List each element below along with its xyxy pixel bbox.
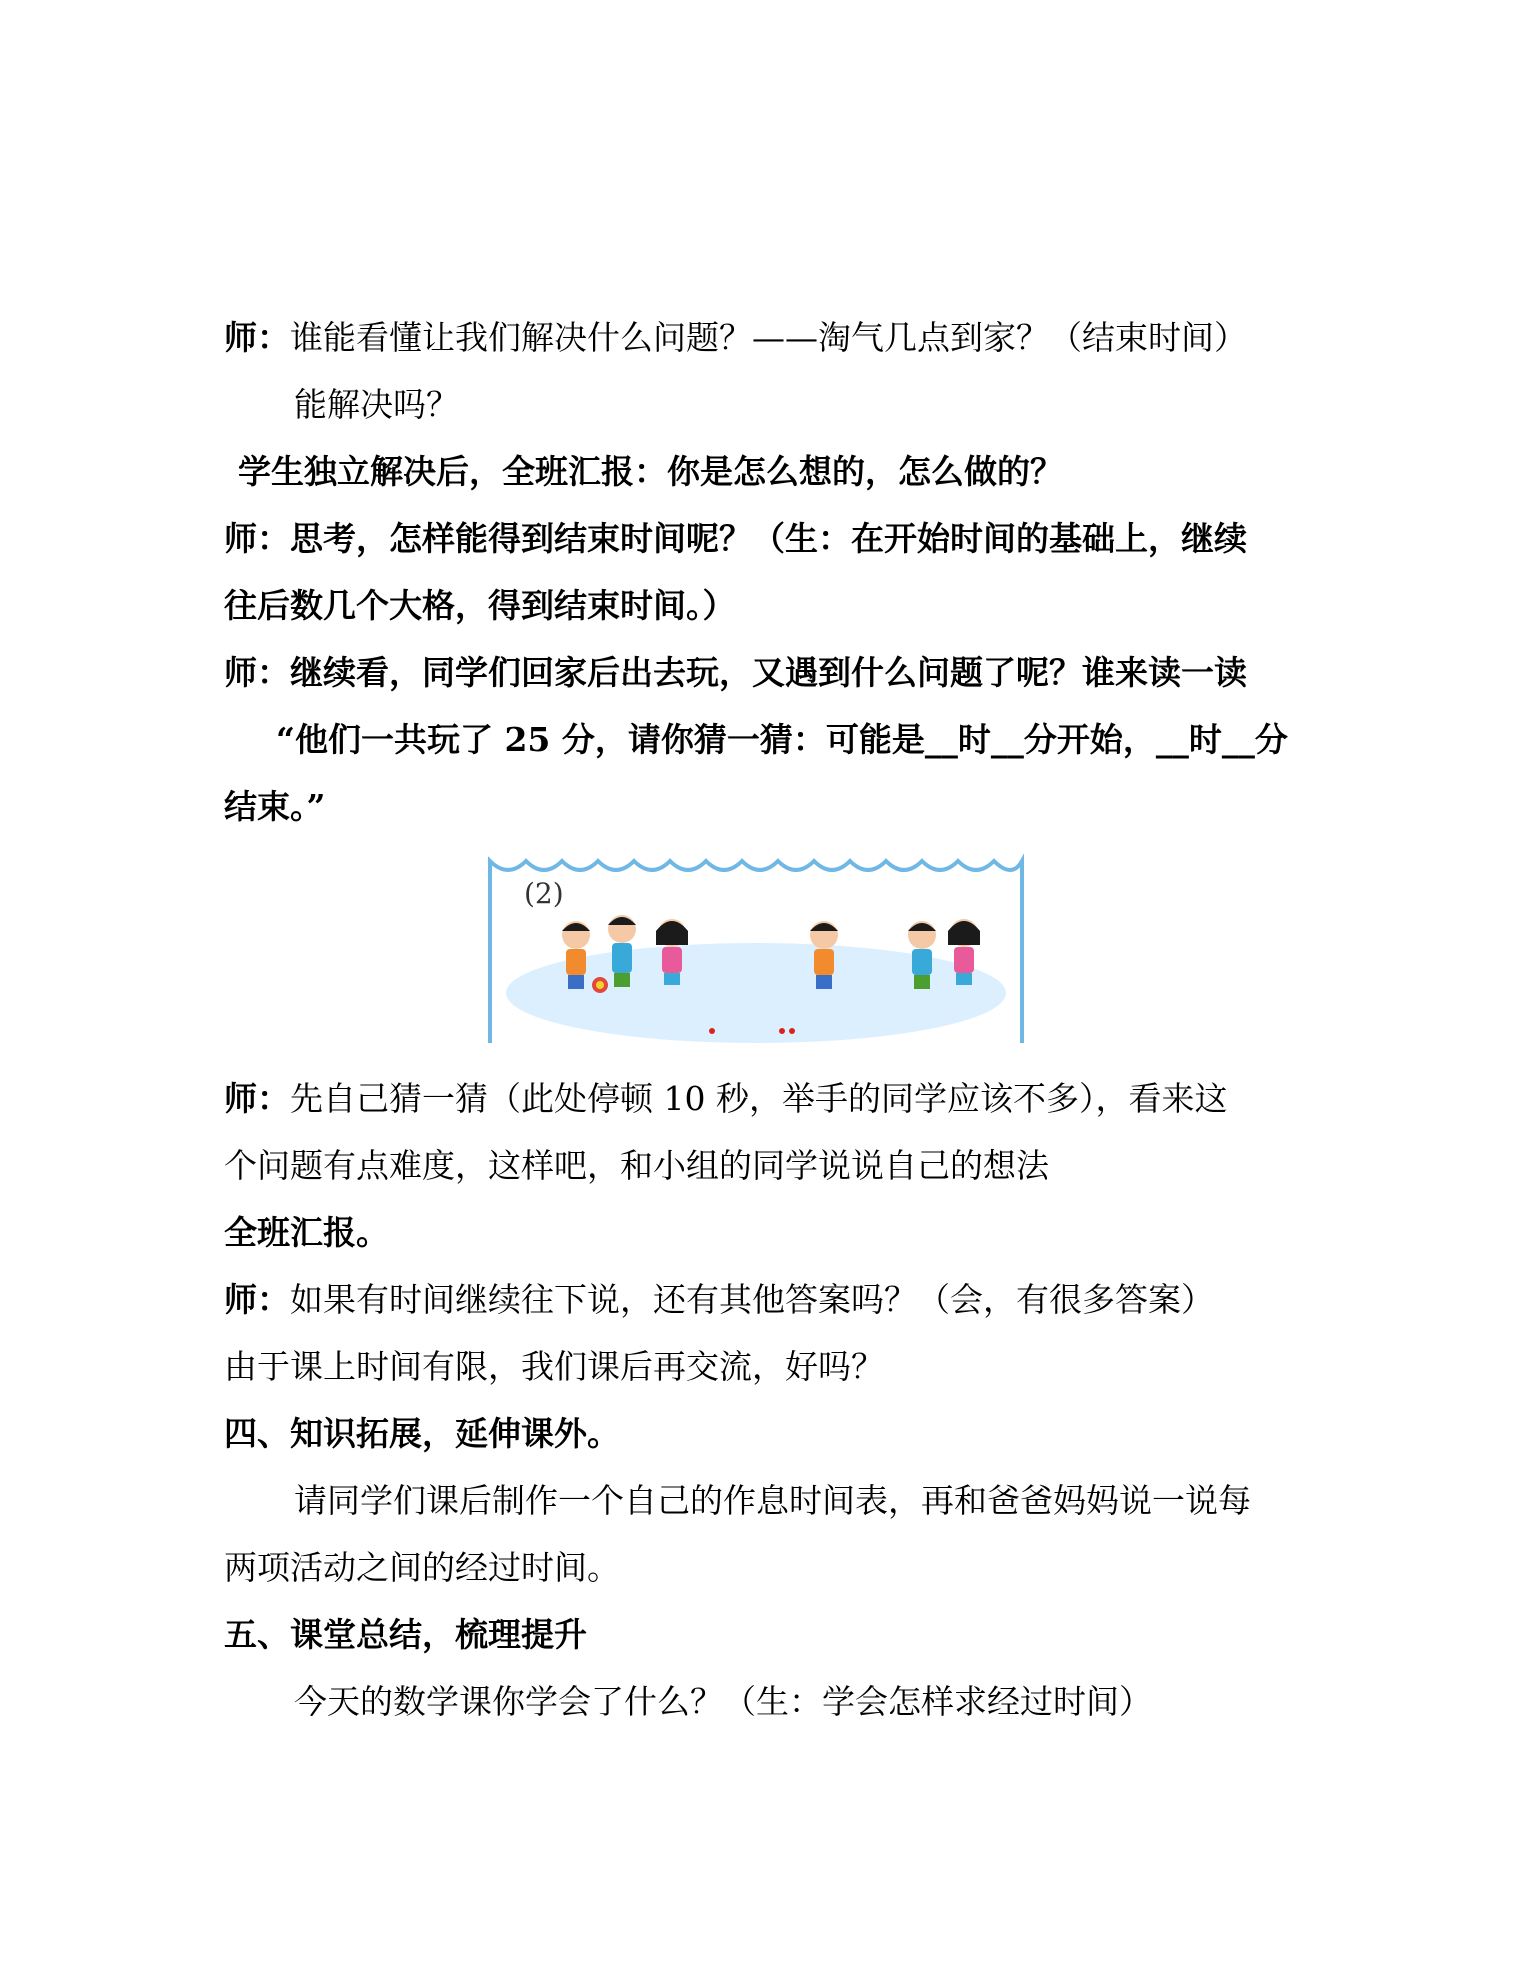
speaker-label: 师： <box>224 1079 290 1118</box>
line-text: 先自己猜一猜（此处停顿 10 秒，举手的同学应该不多），看来这 <box>290 1079 1228 1118</box>
speaker-label: 师： <box>224 318 290 357</box>
child-group-left <box>562 915 688 993</box>
section-heading-5: 五、课堂总结，梳理提升 <box>224 1615 587 1654</box>
paragraph-line-11: 全班汇报。 <box>224 1213 389 1252</box>
speaker-label: 师： <box>224 1280 290 1319</box>
paragraph-line-15: 请同学们课后制作一个自己的作息时间表，再和爸爸妈妈说一说每 <box>294 1481 1251 1520</box>
children-playing-illustration-icon <box>484 853 1028 1043</box>
paragraph-line-7: “他们一共玩了 25 分，请你猜一猜：可能是__时__分开始，__时__分 <box>276 720 1288 759</box>
paragraph-line-1 <box>224 318 1314 358</box>
paragraph-line-10: 个问题有点难度，这样吧，和小组的同学说说自己的想法 <box>224 1146 1049 1185</box>
paragraph-line-5: 往后数几个大格，得到结束时间。） <box>224 586 736 625</box>
paragraph-line-13: 由于课上时间有限，我们课后再交流，好吗？ <box>224 1347 884 1386</box>
section-heading-4: 四、知识拓展，延伸课外。 <box>224 1414 620 1453</box>
line-text: 如果有时间继续往下说，还有其他答案吗？（会，有很多答案） <box>290 1280 1214 1319</box>
paragraph-line-8: 结束。” <box>224 787 326 826</box>
illustration-label: (2) <box>524 877 564 910</box>
paragraph-line-4: 师：思考，怎样能得到结束时间呢？（生：在开始时间的基础上，继续 <box>224 519 1247 558</box>
paragraph-line-12 <box>224 1280 1314 1320</box>
paragraph-line-16: 两项活动之间的经过时间。 <box>224 1548 620 1587</box>
paragraph-line-2: 能解决吗？ <box>294 385 459 424</box>
textbook-illustration <box>484 853 1028 1043</box>
paragraph-line-9 <box>224 1079 1314 1119</box>
line-text: 谁能看懂让我们解决什么问题？——淘气几点到家？（结束时间） <box>290 318 1247 357</box>
paragraph-line-18: 今天的数学课你学会了什么？（生：学会怎样求经过时间） <box>294 1682 1152 1721</box>
paragraph-line-6: 师：继续看，同学们回家后出去玩，又遇到什么问题了呢？谁来读一读 <box>224 653 1247 692</box>
paragraph-line-3: 学生独立解决后，全班汇报：你是怎么想的，怎么做的？ <box>238 452 1063 491</box>
